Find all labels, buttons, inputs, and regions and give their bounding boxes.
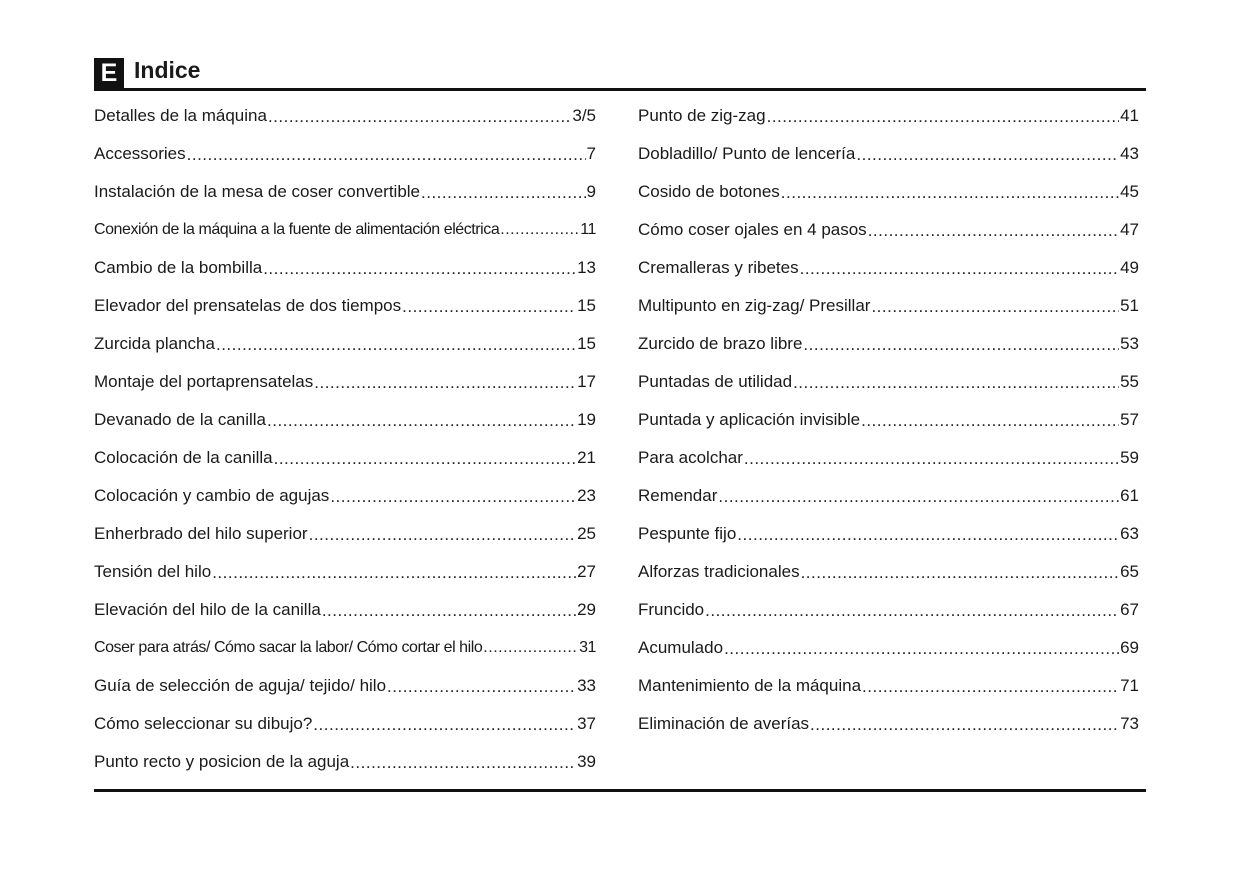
toc-entry[interactable] <box>638 553 1139 591</box>
dot-leader <box>274 450 576 467</box>
toc-entry[interactable] <box>94 135 596 173</box>
toc-entry-label: Remendar <box>638 486 718 505</box>
toc-entry-label: Guía de selección de aguja/ tejido/ hilo <box>94 676 387 695</box>
dot-leader <box>268 108 571 125</box>
toc-entry[interactable] <box>94 705 596 743</box>
toc-entry-page-number: 55 <box>1120 372 1139 391</box>
dot-leader <box>350 754 576 771</box>
toc-entry-page-number: 67 <box>1120 600 1139 619</box>
toc-entry[interactable] <box>638 249 1139 287</box>
dot-leader <box>263 260 576 277</box>
dot-leader <box>216 336 576 353</box>
toc-entry[interactable] <box>638 439 1139 477</box>
dot-leader <box>330 488 576 505</box>
toc-entry-label: Alforzas tradicionales <box>638 562 800 581</box>
dot-leader <box>724 640 1119 657</box>
toc-entry-page-number: 51 <box>1120 296 1139 315</box>
dot-leader <box>856 146 1119 163</box>
dot-leader <box>387 678 576 695</box>
toc-entry-page-number: 15 <box>577 334 596 353</box>
dot-leader <box>483 640 578 656</box>
toc-entry-page-number: 63 <box>1120 524 1139 543</box>
toc-entry[interactable] <box>94 477 596 515</box>
toc-entry-label: Colocación de la canilla <box>94 448 273 467</box>
toc-entry[interactable] <box>638 211 1139 249</box>
toc-entry-label: Zurcido de brazo libre <box>638 334 803 353</box>
toc-entry-label: Montaje del portaprensatelas <box>94 372 314 391</box>
toc-entry-page-number: 33 <box>577 676 596 695</box>
dot-leader <box>781 184 1119 201</box>
toc-entry[interactable] <box>94 363 596 401</box>
toc-entry-label: Mantenimiento de la máquina <box>638 676 862 695</box>
toc-entry-label: Punto de zig-zag <box>638 106 766 125</box>
dot-leader <box>810 716 1119 733</box>
toc-entry-label: Eliminación de averías <box>638 714 810 733</box>
toc-entry[interactable] <box>638 401 1139 439</box>
toc-entry[interactable] <box>638 667 1139 705</box>
toc-entry-page-number: 15 <box>577 296 596 315</box>
dot-leader <box>767 108 1119 125</box>
toc-entry-label: Cremalleras y ribetes <box>638 258 799 277</box>
toc-entry[interactable] <box>94 287 596 325</box>
page-header <box>94 56 1146 91</box>
toc-entry-label: Puntadas de utilidad <box>638 372 793 391</box>
toc-entry-page-number: 25 <box>577 524 596 543</box>
toc-entry-page-number: 47 <box>1120 220 1139 239</box>
toc-entry-label: Para acolchar <box>638 448 743 467</box>
toc-entry-page-number: 17 <box>577 372 596 391</box>
toc-entry[interactable] <box>94 629 596 667</box>
toc-entry[interactable] <box>638 287 1139 325</box>
toc-entry-label: Puntada y aplicación invisible <box>638 410 861 429</box>
dot-leader <box>705 602 1119 619</box>
toc-entry[interactable] <box>638 135 1139 173</box>
toc-entry-page-number: 43 <box>1120 144 1139 163</box>
toc-entry-label: Elevación del hilo de la canilla <box>94 600 321 619</box>
toc-entry-label: Pespunte fijo <box>638 524 737 543</box>
toc-entry-label: Cambio de la bombilla <box>94 258 263 277</box>
toc-entry-label: Elevador del prensatelas de dos tiempos <box>94 296 402 315</box>
toc-entry-label: Acumulado <box>638 638 724 657</box>
toc-entry-page-number: 65 <box>1120 562 1139 581</box>
dot-leader <box>313 716 576 733</box>
dot-leader <box>500 222 579 238</box>
toc-entry[interactable] <box>638 629 1139 667</box>
dot-leader <box>267 412 576 429</box>
toc-entry[interactable] <box>94 743 596 781</box>
dot-leader <box>421 184 586 201</box>
toc-entry-label: Dobladillo/ Punto de lencería <box>638 144 856 163</box>
dot-leader <box>744 450 1119 467</box>
toc-entry-page-number: 27 <box>577 562 596 581</box>
toc-entry-page-number: 11 <box>580 221 596 238</box>
toc-entry-page-number: 41 <box>1120 106 1139 125</box>
toc-entry-page-number: 21 <box>577 448 596 467</box>
toc-entry-page-number: 39 <box>577 752 596 771</box>
toc-entry-page-number: 71 <box>1120 676 1139 695</box>
toc-column-right <box>638 97 1139 743</box>
toc-entry-page-number: 61 <box>1120 486 1139 505</box>
toc-entry-page-number: 29 <box>577 600 596 619</box>
dot-leader <box>314 374 576 391</box>
toc-entry[interactable] <box>638 325 1139 363</box>
toc-entry[interactable] <box>94 439 596 477</box>
dot-leader <box>187 146 586 163</box>
dot-leader <box>793 374 1119 391</box>
dot-leader <box>871 298 1119 315</box>
toc-entry-label: Tensión del hilo <box>94 562 212 581</box>
toc-entry[interactable] <box>94 325 596 363</box>
dot-leader <box>862 678 1119 695</box>
dot-leader <box>718 488 1119 505</box>
toc-entry-label: Cosido de botones <box>638 182 780 201</box>
toc-entry-label: Multipunto en zig-zag/ Presillar <box>638 296 871 315</box>
toc-entry-label: Cómo coser ojales en 4 pasos <box>638 220 867 239</box>
toc-entry[interactable] <box>638 591 1139 629</box>
dot-leader <box>803 336 1119 353</box>
dot-leader <box>402 298 576 315</box>
toc-entry-page-number: 31 <box>579 639 596 656</box>
dot-leader <box>309 526 576 543</box>
toc-entry-page-number: 53 <box>1120 334 1139 353</box>
page-title: Indice <box>134 57 201 83</box>
toc-entry-label: Accessories <box>94 144 186 163</box>
toc-column-left <box>94 97 596 781</box>
toc-entry-label: Enherbrado del hilo superior <box>94 524 308 543</box>
toc-entry-page-number: 19 <box>577 410 596 429</box>
toc-entry[interactable] <box>638 173 1139 211</box>
toc-entry[interactable] <box>94 667 596 705</box>
toc-entry[interactable] <box>94 401 596 439</box>
toc-entry-label: Instalación de la mesa de coser convertible <box>94 182 421 201</box>
toc-entry-page-number: 49 <box>1120 258 1139 277</box>
toc-entry-label: Punto recto y posicion de la aguja <box>94 752 350 771</box>
dot-leader <box>322 602 576 619</box>
toc-entry-page-number: 3/5 <box>572 106 596 125</box>
dot-leader <box>801 564 1120 581</box>
toc-entry-page-number: 37 <box>577 714 596 733</box>
language-badge: E <box>94 58 124 88</box>
toc-entry[interactable] <box>638 515 1139 553</box>
dot-leader <box>868 222 1119 239</box>
toc-entry[interactable] <box>94 97 596 135</box>
toc-entry[interactable] <box>94 211 596 249</box>
toc-entry-page-number: 59 <box>1120 448 1139 467</box>
toc-entry-page-number: 23 <box>577 486 596 505</box>
toc-entry[interactable] <box>638 363 1139 401</box>
toc-entry[interactable] <box>94 591 596 629</box>
toc-entry-label: Detalles de la máquina <box>94 106 267 125</box>
toc-entry-label: Devanado de la canilla <box>94 410 267 429</box>
toc-entry[interactable] <box>94 553 596 591</box>
toc-entry[interactable] <box>94 249 596 287</box>
toc-entry-label: Colocación y cambio de agujas <box>94 486 330 505</box>
toc-entry-label: Coser para atrás/ Cómo sacar la labor/ Cómo cortar el hilo <box>94 639 483 656</box>
dot-leader <box>861 412 1119 429</box>
toc-entry-page-number: 57 <box>1120 410 1139 429</box>
toc-entry[interactable] <box>638 705 1139 743</box>
toc-entry-label: Cómo seleccionar su dibujo? <box>94 714 313 733</box>
toc-entry-label: Conexión de la máquina a la fuente de alimentación eléctrica <box>94 221 500 238</box>
toc-entry[interactable] <box>94 173 596 211</box>
toc-entry-page-number: 13 <box>577 258 596 277</box>
dot-leader <box>212 564 576 581</box>
toc-entry-label: Fruncido <box>638 600 705 619</box>
bottom-divider <box>94 789 1146 792</box>
toc-entry-label: Zurcida plancha <box>94 334 215 353</box>
toc-entry-page-number: 9 <box>586 182 596 201</box>
toc-entry[interactable] <box>638 477 1139 515</box>
toc-entry-page-number: 69 <box>1120 638 1139 657</box>
dot-leader <box>800 260 1119 277</box>
toc-entry[interactable] <box>94 515 596 553</box>
toc-entry-page-number: 7 <box>586 144 596 163</box>
toc-entry[interactable] <box>638 97 1139 135</box>
toc-entry-page-number: 73 <box>1120 714 1139 733</box>
toc-entry-page-number: 45 <box>1120 182 1139 201</box>
dot-leader <box>737 526 1119 543</box>
